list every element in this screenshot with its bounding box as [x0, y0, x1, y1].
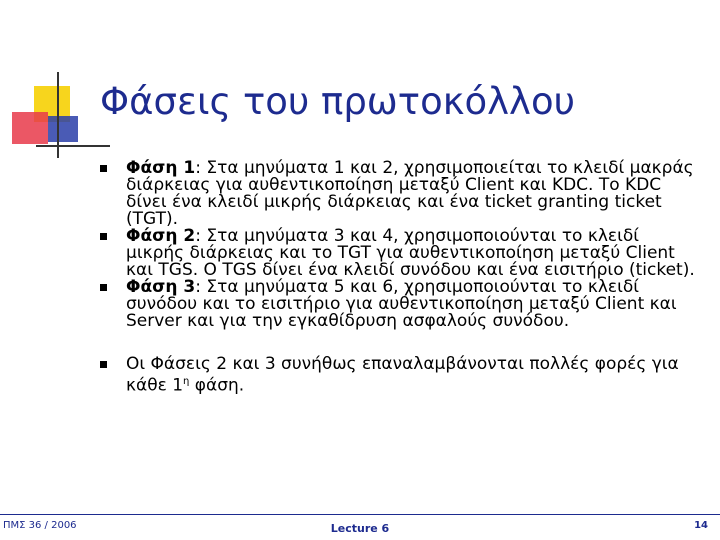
page-number: 14 [694, 520, 708, 531]
bullet-superscript: η [183, 376, 190, 387]
bullet-term: Φάση 3 [126, 277, 196, 297]
bullet-text: : Στα μηνύματα 5 και 6, χρησιμοποιούνται το κλειδί συνόδου και το εισιτήριο για αυθεντικοποίηση μεταξύ Client και Server και για την εγκαθίδρυση ασφαλούς συνόδου. [126, 277, 677, 331]
slide-title: Φάσεις του πρωτοκόλλου [100, 80, 575, 123]
footer-lecture-label: Lecture 6 [330, 522, 390, 535]
bullet-square-icon [100, 233, 107, 240]
footer-divider [0, 514, 720, 515]
bullet-item-repetition [88, 356, 698, 395]
bullet-item-phase-2 [88, 228, 698, 279]
bullet-text: : Στα μηνύματα 1 και 2, χρησιμοποιείται το κλειδί μακράς διάρκειας για αυθεντικοποίηση μεταξύ Client και KDC. Το KDC δίνει ένα κλειδί μικρής διάρκειας και ένα ticket granting ticket (TGT). [126, 158, 694, 229]
bullet-item-phase-3 [88, 279, 698, 330]
bullet-term: Φάση 2 [126, 226, 196, 246]
bullet-text: Οι Φάσεις 2 και 3 συνήθως επαναλαμβάνονται πολλές φορές για κάθε 1 [126, 354, 679, 396]
bullet-square-icon [100, 284, 107, 291]
bullet-list [88, 160, 698, 395]
bullet-term: Φάση 1 [126, 158, 196, 178]
footer-course-label: ΠΜΣ 36 / 2006 [3, 520, 77, 531]
bullet-item-phase-1 [88, 160, 698, 228]
bullet-square-icon [100, 361, 107, 368]
bullet-text-end: φάση. [189, 375, 245, 396]
bullet-text: : Στα μηνύματα 3 και 4, χρησιμοποιούνται το κλειδί μικρής διάρκειας και το TGT για αυθεντικοποίηση μεταξύ Client και TGS. Ο TGS δίνει ένα κλειδί συνόδου και ένα εισιτήριο (ticket). [126, 226, 695, 280]
logo-red-square [12, 112, 48, 144]
bullet-square-icon [100, 165, 107, 172]
logo-blue-square [48, 116, 78, 142]
